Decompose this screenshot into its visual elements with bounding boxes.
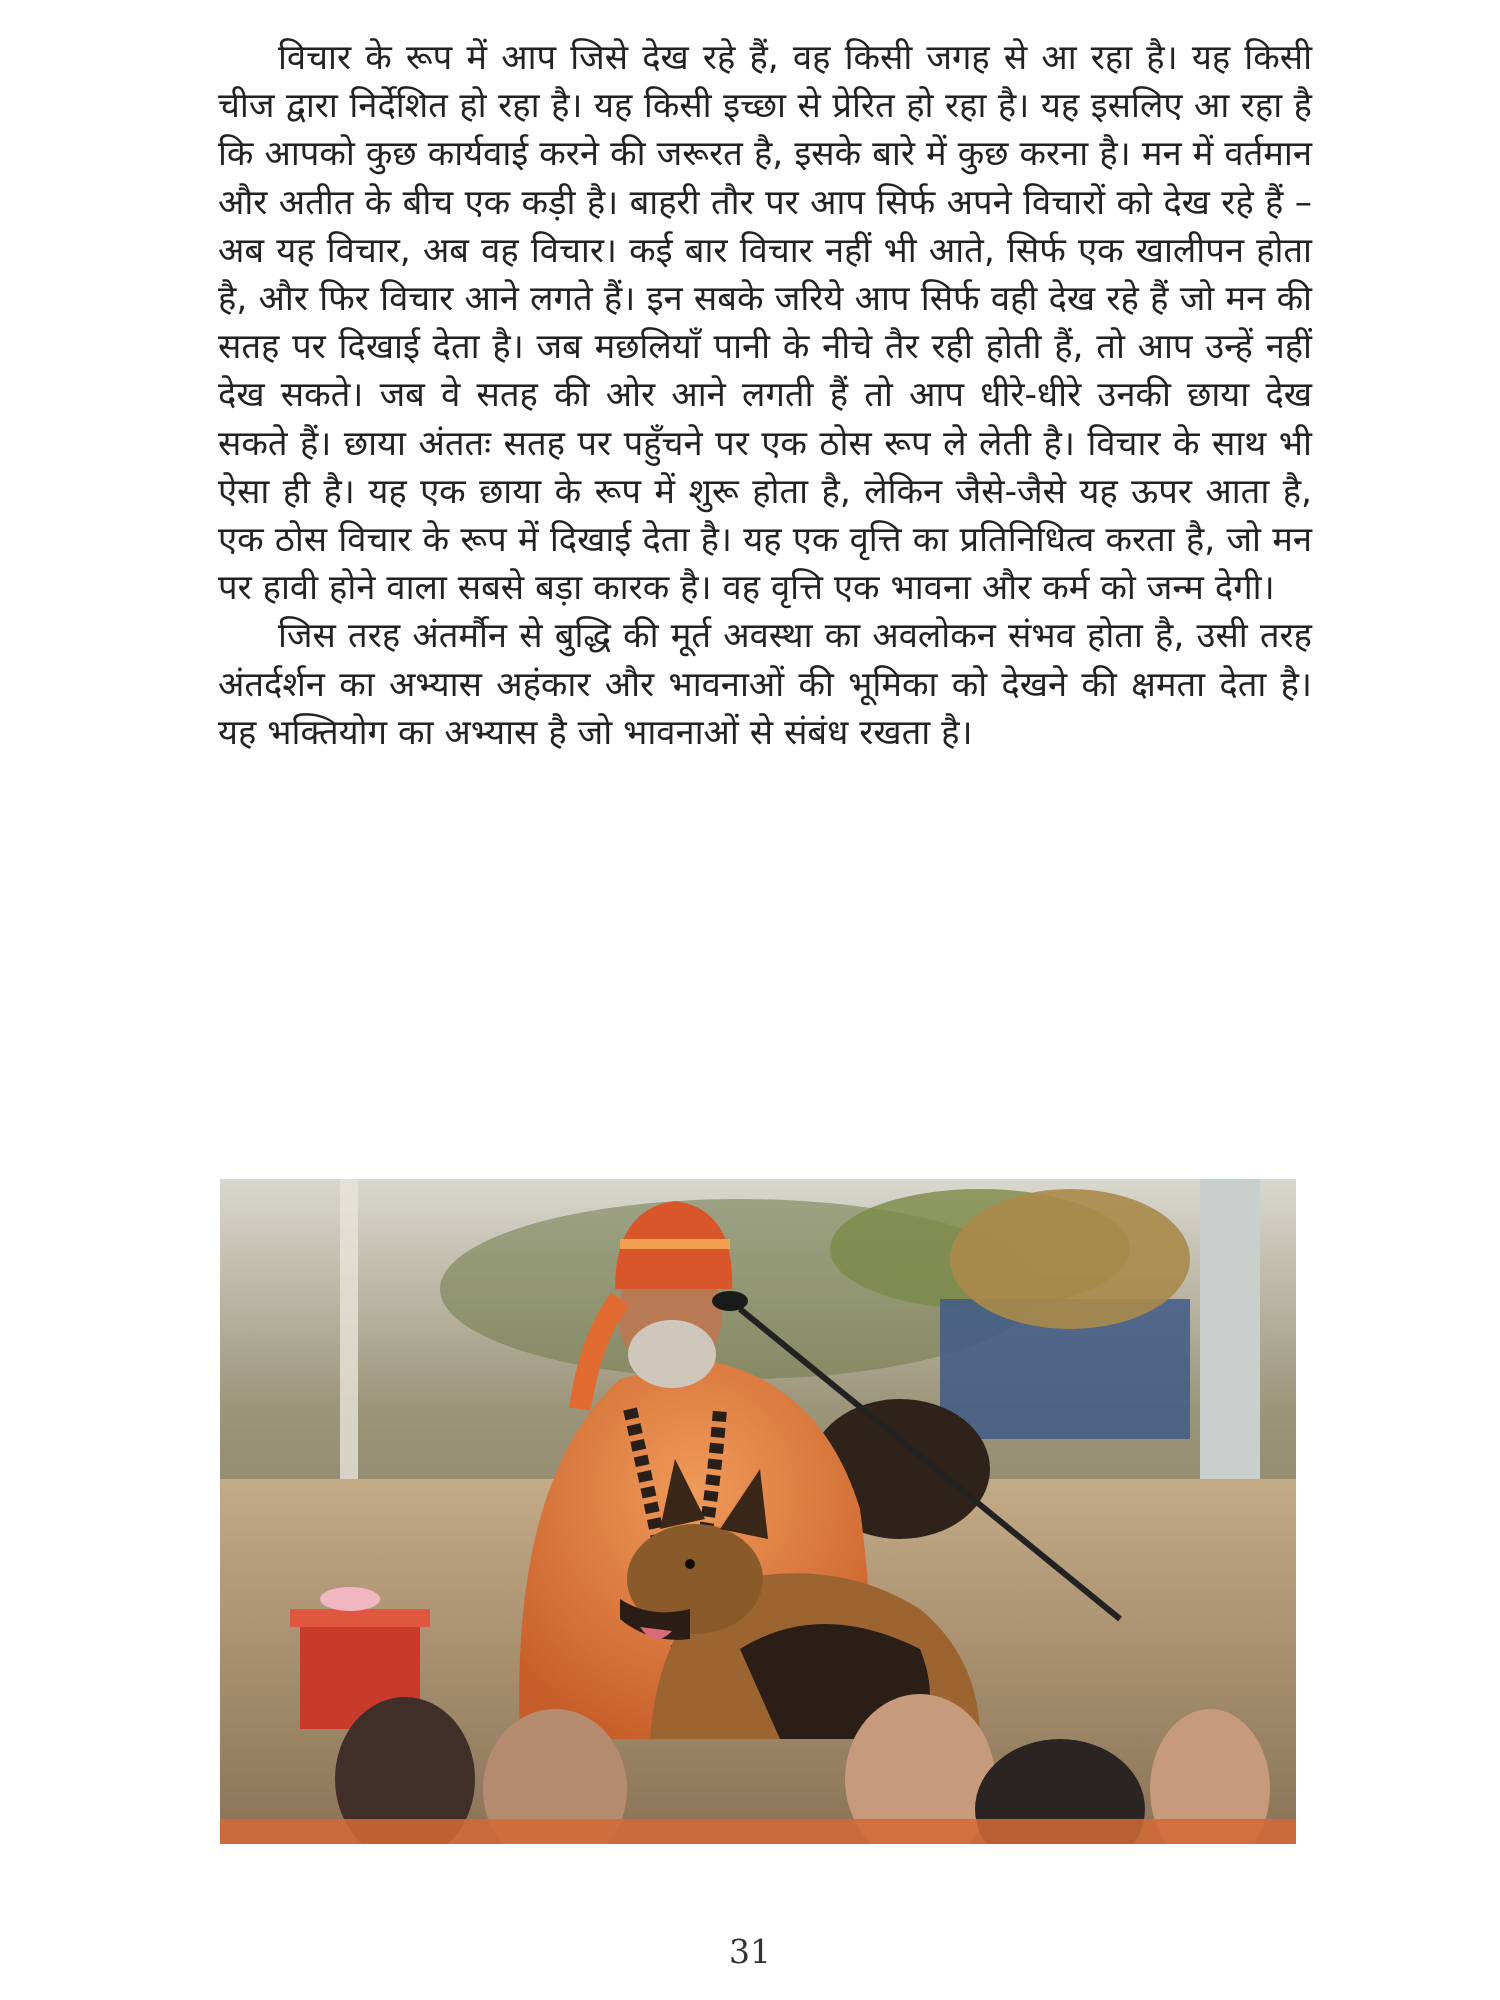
- photo-table-top: [290, 1609, 430, 1627]
- photo-teacher-with-dog: [220, 1179, 1296, 1844]
- photo-audience-shoulders: [220, 1819, 1296, 1844]
- photo-turban-band: [620, 1239, 730, 1249]
- photo-bottle: [320, 1587, 380, 1611]
- paragraph-2: जिस तरह अंतर्मौन से बुद्धि की मूर्त अवस्था का अवलोकन संभव होता है, उसी तरह अंतर्दर्शन का अभ्यास अहंकार और भावनाओं की भूमिका को देखने की क्षमता देता है। यह भक्तियोग का अभ्यास है जो भावनाओं से संबंध रखता है।: [218, 616, 1312, 753]
- photo-illustration: [220, 1179, 1296, 1844]
- photo-teacher-beard: [628, 1320, 716, 1388]
- body-text: [218, 34, 1312, 757]
- photo-dog-eye: [685, 1559, 695, 1569]
- photo-microphone: [712, 1291, 748, 1311]
- paragraph-1: विचार के रूप में आप जिसे देख रहे हैं, वह किसी जगह से आ रहा है। यह किसी चीज द्वारा निर्देशित हो रहा है। यह किसी इच्छा से प्रेरित हो रहा है। यह इसलिए आ रहा है कि आपको कुछ कार्यवाई करने की जरूरत है, इसके बारे में कुछ करना है। मन में वर्तमान और अतीत के बीच एक कड़ी है। बाहरी तौर पर आप सिर्फ अपने विचारों को देख रहे हैं – अब यह विचार, अब वह विचार। कई बार विचार नहीं भी आते, सिर्फ एक खालीपन होता है, और फिर विचार आने लगते हैं। इन सबके जरिये आप सिर्फ वही देख रहे हैं जो मन की सतह पर दिखाई देता है। जब मछलियाँ पानी के नीचे तैर रही होती हैं, तो आप उन्हें नहीं देख सकते। जब वे सतह की ओर आने लगती हैं तो आप धीरे-धीरे उनकी छाया देख सकते हैं। छाया अंततः सतह पर पहुँचने पर एक ठोस रूप ले लेती है। विचार के साथ भी ऐसा ही है। यह एक छाया के रूप में शुरू होता है, लेकिन जैसे-जैसे यह ऊपर आता है, एक ठोस विचार के रूप में दिखाई देता है। यह एक वृत्ति का प्रतिनिधित्व करता है, जो मन पर हावी होने वाला सबसे बड़ा कारक है। वह वृत्ति एक भावना और कर्म को जन्म देगी।: [218, 38, 1312, 609]
- page-number: 31: [729, 1932, 771, 1971]
- photo-statue: [950, 1189, 1190, 1329]
